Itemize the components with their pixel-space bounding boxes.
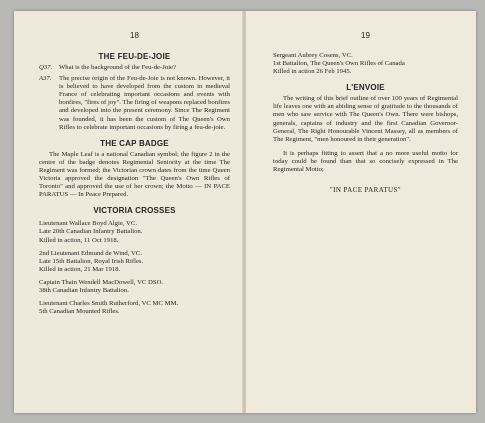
- vc-line: Killed in action 26 Feb 1945.: [273, 68, 352, 76]
- victoria-cross-list: [39, 220, 230, 316]
- section-heading-victoria-crosses: VICTORIA CROSSES: [93, 206, 176, 216]
- vc-line: Late 20th Canadian Infantry Battalion.: [39, 228, 143, 236]
- open-booklet: [14, 11, 476, 413]
- vc-line: Sergeant Aubrey Cosens, VC.: [273, 52, 353, 59]
- vc-line: 2nd Lieutenant Edmund de Wind, VC.: [39, 249, 142, 257]
- vc-line: Late 15th Battalion, Royal Irish Rifles.: [39, 257, 144, 265]
- question-block: [39, 64, 230, 72]
- answer-text: The precise origin of the Feu-de-Joie is not known. However, it is believed to have developed from the custom in medieval France of celebrating important occasions and events with bonfires, "fires of joy". The firing of weapons replaced bonfires and developed into the present ceremony. Since The Regiment was founded, it has been the custom of The Queen's Own Rifles to celebrate important occasions by firing a feu-de-joie.: [59, 75, 230, 131]
- envoie-paragraph: The writing of this brief outline of over 100 years of Regimental life leaves one with an abiding sense of gratitude to the thousands of men who saw service with The Queen's Own. There were bishops, generals, captains of industry and the first Canadian Governor-General, The Right Honourable Vincent Massey, all as members of The Regiment, "men honoured in their generation".: [273, 95, 458, 143]
- vc-line: Killed in action, 21 Mar 1918.: [39, 265, 121, 273]
- answer-block: [39, 75, 230, 132]
- cap-badge-text: The Maple Leaf is a national Canadian symbol; the figure 2 in the centre of the badge denotes Regimental Seniority at the time The Regiment was formed; the Victorian crown dates from the time Queen Victoria approved the designation "The Queen's Own Rifles of Toronto" and approved the use of her crown; the Motto — IN PACE PARATUS — In Peace Prepared.: [39, 150, 230, 199]
- vc-line: Lieutenant Charles Smith Rutherford, VC MC MM.: [39, 300, 179, 308]
- regimental-motto: "IN PACE PARATUS": [329, 186, 402, 195]
- left-page: [14, 11, 244, 413]
- right-page: [246, 11, 476, 413]
- vc-line: 5th Canadian Mounted Rifles.: [39, 308, 120, 316]
- envoie-paragraph: It is perhaps fitting to assert that a no more useful motto for today could be found than that so concisely expressed in The Regimental Motto;: [273, 149, 458, 174]
- vc-line: Captain Thain Wendell MacDowell, VC DSO.: [39, 278, 164, 286]
- section-heading-cap-badge: THE CAP BADGE: [100, 138, 169, 148]
- vc-entry: [39, 250, 230, 274]
- vc-entry: [39, 300, 230, 316]
- vc-line: 38th Canadian Infantry Battalion.: [39, 286, 129, 294]
- vc-entry: [39, 279, 230, 295]
- question-number: Q37.: [39, 64, 53, 71]
- vc-entry-continued: [273, 52, 458, 76]
- page-number: 18: [130, 31, 139, 40]
- vc-entry: [39, 220, 230, 244]
- question-text: What is the background of the Feu-de-Joie?: [59, 64, 176, 71]
- page-number: 19: [361, 31, 370, 40]
- vc-line: Killed in action, 11 Oct 1918.: [39, 236, 119, 244]
- vc-line: 1st Battalion, The Queen's Own Rifles of Canada: [273, 60, 405, 68]
- vc-line: Lieutenant Wallace Boyd Algie, VC.: [39, 220, 138, 228]
- section-heading-feu-de-joie: THE FEU-DE-JOIE: [98, 52, 171, 61]
- answer-number: A37.: [39, 75, 52, 83]
- section-heading-envoie: L'ENVOIE: [346, 83, 385, 93]
